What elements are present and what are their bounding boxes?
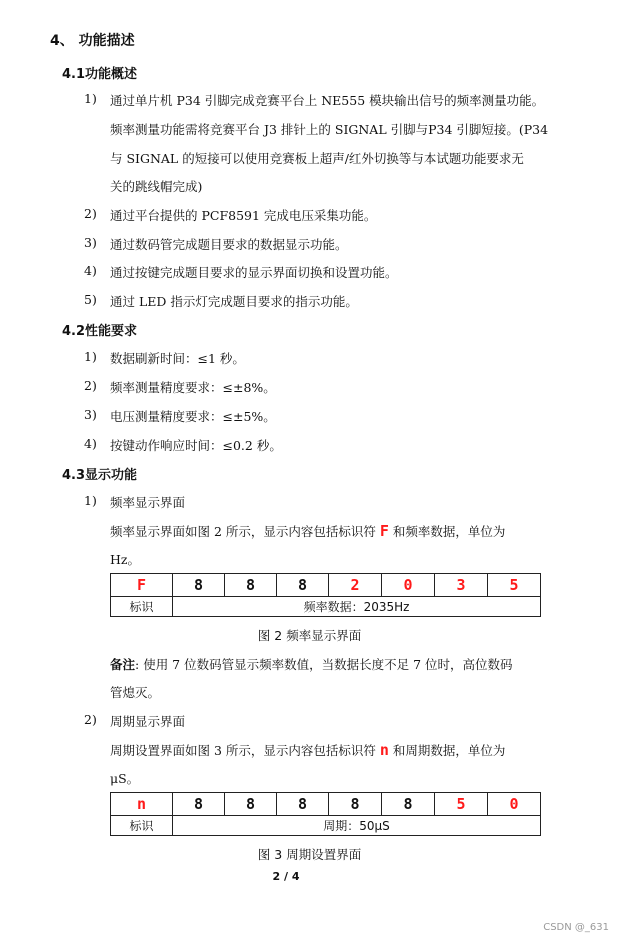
list-item-text: 通过按键完成题目要求的显示界面切换和设置功能。	[110, 265, 398, 280]
label-period-data: 周期：50μS	[173, 816, 541, 836]
paragraph-line: Hz。	[110, 552, 140, 567]
list-number: 2)	[84, 712, 97, 727]
segment-digit: 8	[277, 793, 329, 816]
list-item-text: 频率测量功能需将竞赛平台 J3 排针上的 SIGNAL 引脚与P34 引脚短接。(P34	[110, 122, 549, 137]
paragraph-line	[110, 522, 505, 540]
list-item-text: 通过平台提供的 PCF8591 完成电压采集功能。	[110, 208, 377, 223]
subsection-title-4-3: 4.3显示功能	[62, 468, 138, 483]
section-title: 4、 功能描述	[50, 33, 135, 49]
list-number: 2)	[84, 378, 97, 393]
segment-digit: 2	[329, 574, 382, 597]
list-number: 5)	[84, 292, 97, 307]
segment-digit: 8	[277, 574, 329, 597]
list-item-text: 电压测量精度要求：≤±5%。	[110, 409, 276, 424]
label-identifier: 标识	[111, 597, 173, 617]
label-frequency-data: 频率数据：2035Hz	[173, 597, 541, 617]
segment-digit: 5	[488, 574, 541, 597]
segment-digit: 8	[382, 793, 435, 816]
identifier-symbol-icon: n	[379, 741, 389, 759]
list-number: 4)	[84, 436, 97, 451]
period-display-table	[110, 792, 541, 836]
note-line	[110, 655, 513, 673]
segment-digit: 5	[435, 793, 488, 816]
segment-digit: 8	[173, 793, 225, 816]
segment-digit: 8	[225, 793, 277, 816]
desc-text: 和频率数据，单位为	[392, 524, 506, 539]
list-number: 1)	[84, 91, 97, 106]
segment-digit: n	[111, 793, 173, 816]
segment-digit: 8	[173, 574, 225, 597]
segment-digit: 0	[382, 574, 435, 597]
list-number: 2)	[84, 206, 97, 221]
list-item-text: 通过数码管完成题目要求的数据显示功能。	[110, 237, 348, 252]
subsection-title-4-1: 4.1功能概述	[62, 67, 138, 82]
desc-text: 和周期数据，单位为	[392, 743, 506, 758]
list-number: 1)	[84, 493, 97, 508]
list-item-text: 数据刷新时间：≤1 秒。	[110, 351, 245, 366]
desc-text: 频率显示界面如图 2 所示，显示内容包括标识符	[110, 524, 376, 539]
list-item-text: 通过单片机 P34 引脚完成竞赛平台上 NE555 模块输出信号的频率测量功能。	[110, 93, 545, 108]
desc-text: 周期设置界面如图 3 所示，显示内容包括标识符	[110, 743, 376, 758]
list-number: 3)	[84, 235, 97, 250]
list-item-text: 关的跳线帽完成)	[110, 179, 203, 194]
paragraph-line: μS。	[110, 771, 140, 786]
list-item-text: 通过 LED 指示灯完成题目要求的指示功能。	[110, 294, 358, 309]
list-number: 4)	[84, 263, 97, 278]
note-text: : 使用 7 位数码管显示频率数值，当数据长度不足 7 位时，高位数码	[135, 657, 513, 672]
list-item-text: 周期显示界面	[110, 714, 186, 729]
note-line: 管熄灭。	[110, 685, 161, 700]
segment-digit: 8	[225, 574, 277, 597]
segment-digit: F	[111, 574, 173, 597]
list-number: 3)	[84, 407, 97, 422]
note-label: 备注	[110, 657, 136, 672]
list-item-text: 与 SIGNAL 的短接可以使用竞赛板上超声/红外切换等与本试题功能要求无	[110, 151, 524, 166]
list-item-text: 按键动作响应时间：≤0.2 秒。	[110, 438, 282, 453]
figure-caption: 图 3 周期设置界面	[257, 847, 362, 862]
label-identifier: 标识	[111, 816, 173, 836]
frequency-display-table	[110, 573, 541, 617]
list-number: 1)	[84, 349, 97, 364]
segment-digit: 0	[488, 793, 541, 816]
list-item-text: 频率测量精度要求：≤±8%。	[110, 380, 276, 395]
page-number: 2 / 4	[272, 870, 300, 883]
paragraph-line	[110, 741, 505, 759]
identifier-symbol-icon: F	[379, 522, 389, 540]
figure-caption: 图 2 频率显示界面	[257, 628, 362, 643]
segment-digit: 3	[435, 574, 488, 597]
segment-digit: 8	[329, 793, 382, 816]
list-item-text: 频率显示界面	[110, 495, 186, 510]
subsection-title-4-2: 4.2性能要求	[62, 324, 138, 339]
watermark: CSDN @_631	[543, 922, 609, 933]
